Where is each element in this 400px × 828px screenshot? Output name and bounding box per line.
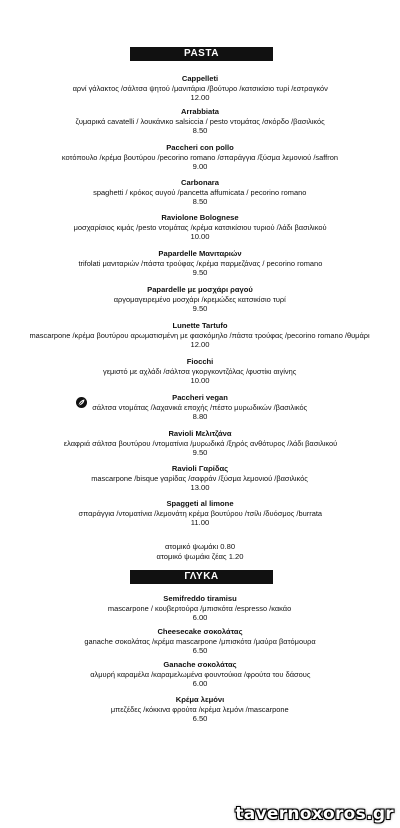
item-name: Fiocchi: [186, 357, 214, 366]
item-name: Paccheri con pollo: [166, 143, 234, 152]
item-price: 6.00: [192, 613, 208, 623]
item-name: Raviolone Bolognese: [161, 213, 239, 222]
item-name: Cappelleti: [181, 74, 219, 83]
item-description: αλμυρή καραμέλα /καραμελωμένα φουντούκια /φρούτα του δάσους: [89, 669, 311, 679]
item-price: 13.00: [190, 483, 210, 493]
item-description: μπεζέδες /κόκκινα φρούτα /κρέμα λεμόνι /mascarpone: [111, 704, 289, 714]
menu-item: [0, 213, 400, 242]
item-description: spaghetti / κρόκος αυγού /pancetta affumicata / pecorino romano: [93, 187, 307, 197]
extra-line: ατομικό ψωμάκι ζέας 1.20: [156, 551, 244, 561]
item-name: Semifreddo tiramisu: [163, 594, 237, 603]
item-description: trifolati μανιταριών /πάστα τρούφας /κρέμα παρμεζάνας / pecorino romano: [78, 258, 322, 268]
item-description: μοσχαρίσιος κιμάς /pesto ντομάτας /κρέμα κατσικίσιου τυριού /λάδι βασιλικού: [73, 222, 327, 232]
item-name: Ganache σοκολάτας: [163, 660, 237, 669]
item-description: ελαφριά σάλτσα βουτύρου /ντοματίνια /μυρωδικά /ξηρός ανθότυρος /λάδι βασιλικού: [63, 438, 337, 448]
item-name: Ravioli Μελιτζάνα: [168, 429, 232, 438]
menu-item: [0, 627, 400, 656]
item-price: 12.00: [190, 93, 210, 103]
sweets-heading: ΓΛΥΚΑ: [130, 570, 273, 584]
item-description: ζυμαρικά cavatelli / λουκάνικο salsiccia / pesto ντομάτας /σκόρδο /βασιλικός: [75, 116, 325, 126]
menu-item: [0, 357, 400, 386]
item-price: 10.00: [190, 376, 210, 386]
item-price: 12.00: [190, 340, 210, 350]
item-price: 8.50: [192, 126, 208, 136]
menu-item: [0, 178, 400, 207]
item-price: 11.00: [190, 518, 210, 528]
item-price: 6.50: [192, 714, 208, 724]
menu-item: [0, 143, 400, 172]
item-name: Papardelle με μοσχάρι ραγού: [147, 285, 253, 294]
bread-extras: [0, 542, 400, 561]
item-description: σπαράγγια /ντοματίνια /λεμονάτη κρέμα βουτύρου /τσίλι /δυόσμος /burrata: [78, 508, 322, 518]
menu-item: [0, 321, 400, 350]
site-watermark: tavernoxoros.gr: [235, 804, 394, 824]
item-description: mascarpone /κρέμα βουτύρου αρωματισμένη με φασκόμηλο /πάστα τρούφας /pecorino romano /θυμάρι: [29, 330, 371, 340]
item-price: 6.50: [192, 646, 208, 656]
menu-item: [0, 695, 400, 724]
menu-item: [0, 249, 400, 278]
item-price: 6.00: [192, 679, 208, 689]
item-price: 8.50: [192, 197, 208, 207]
menu-item: [0, 74, 400, 103]
item-name: Paccheri vegan: [172, 393, 228, 402]
item-price: 9.50: [192, 268, 208, 278]
item-description: αργομαγειρεμένο μοσχάρι /κρεμώδες κατσικίσιο τυρί: [113, 294, 287, 304]
menu-item: [0, 107, 400, 136]
item-name: Κρέμα λεμόνι: [175, 695, 225, 704]
item-description: σάλτσα ντομάτας /λαχανικά εποχής /πέστο μυρωδικών /βασιλικός: [92, 402, 308, 412]
menu-item: [0, 393, 400, 422]
item-description: mascarpone /bisque γαρίδας /σαφράν /ξύσμα λεμονιού /βασιλικός: [91, 473, 309, 483]
item-description: ganache σοκολάτας /κρέμα mascarpone /μπισκότα /μαύρα βατόμουρα: [84, 636, 316, 646]
menu-item: [0, 464, 400, 493]
item-name: Carbonara: [181, 178, 219, 187]
item-name: Papardelle Μανιταριών: [158, 249, 242, 258]
item-name: Ravioli Γαρίδας: [171, 464, 229, 473]
pasta-heading: PASTA: [130, 47, 273, 61]
item-description: αρνί γάλακτος /σάλτσα ψητού /μανιτάρια /βούτυρο /κατσικίσιο τυρί /εστραγκόν: [72, 83, 328, 93]
item-name: Lunette Tartufo: [172, 321, 228, 330]
item-price: 10.00: [190, 232, 210, 242]
item-description: κοτόπουλο /κρέμα βουτύρου /pecorino romano /σπαράγγια /ξύσμα λεμονιού /saffron: [61, 152, 339, 162]
item-name: Spaggeti al limone: [166, 499, 234, 508]
menu-item: [0, 285, 400, 314]
menu-item: [0, 660, 400, 689]
menu-item: [0, 594, 400, 623]
item-price: 9.00: [192, 162, 208, 172]
item-description: mascarpone / κουβερτούρα /μπισκότα /espresso /κακάο: [108, 603, 292, 613]
menu-item: [0, 499, 400, 528]
extra-line: ατομικό ψωμάκι 0.80: [164, 542, 236, 551]
item-description: γεμιστό με αχλάδι /σάλτσα γκοργκοντζόλας /φυστίκι αιγίνης: [103, 366, 297, 376]
menu-item: [0, 429, 400, 458]
item-name: Arrabbiata: [181, 107, 219, 116]
item-price: 9.50: [192, 304, 208, 314]
item-name: Cheesecake σοκολάτας: [157, 627, 243, 636]
item-price: 9.50: [192, 448, 208, 458]
item-price: 8.80: [192, 412, 208, 422]
